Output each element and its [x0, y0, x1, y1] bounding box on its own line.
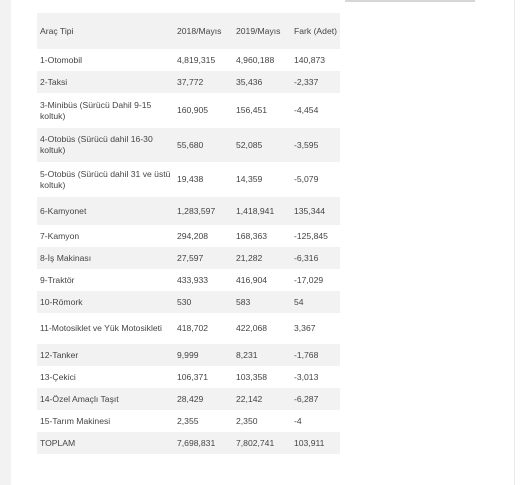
cell-difference: -5,079: [294, 174, 319, 184]
cell-difference: -2,337: [294, 76, 319, 87]
cell-2018: 4,819,315: [177, 54, 216, 65]
header-2018-may: 2018/Mayıs: [177, 25, 222, 36]
table-row: [37, 71, 340, 93]
cell-2019: 103,358: [236, 371, 268, 382]
cell-difference: -4,454: [294, 105, 319, 115]
cell-vehicle-type: 11-Motosiklet ve Yük Motosikleti: [40, 323, 162, 333]
table-row: [37, 197, 340, 225]
cell-2018: 9,999: [177, 349, 199, 360]
table-row: [37, 410, 340, 432]
table-row: [37, 162, 340, 197]
cell-difference: 3,367: [294, 323, 316, 333]
header-2019-may: 2019/Mayıs: [236, 25, 281, 36]
cell-vehicle-type: 14-Özel Amaçlı Taşıt: [40, 393, 119, 404]
cell-2019: 7,802,741: [236, 437, 275, 448]
right-divider: [514, 0, 515, 485]
header-vehicle-type: Araç Tipi: [40, 25, 74, 36]
cell-difference: 54: [294, 296, 304, 307]
cell-2018: 28,429: [177, 393, 204, 404]
cell-vehicle-type: 4-Otobüs (Sürücü dahil 16-30 koltuk): [40, 134, 153, 155]
cell-difference: -6,287: [294, 393, 319, 404]
cell-2019: 14,359: [236, 174, 263, 184]
cell-2018: 55,680: [177, 139, 204, 150]
cell-vehicle-type: 7-Kamyon: [40, 230, 80, 241]
cell-2019: 8,231: [236, 349, 258, 360]
cell-2019: 35,436: [236, 76, 263, 87]
table-row: [37, 291, 340, 313]
table-row: [37, 93, 340, 128]
cell-2018: 106,371: [177, 371, 209, 382]
table-row: [37, 49, 340, 71]
cell-vehicle-type: 5-Otobüs (Sürücü dahil 31 ve üstü koltuk): [40, 168, 171, 190]
cell-difference: 140,873: [294, 54, 326, 65]
cell-total-label: TOPLAM: [40, 437, 76, 448]
cell-2019: 21,282: [236, 252, 263, 263]
cell-vehicle-type: 15-Tarım Makinesi: [40, 415, 111, 426]
cell-2019: 422,068: [236, 323, 268, 333]
cell-2019: 1,418,941: [236, 205, 275, 216]
cell-2019: 4,960,188: [236, 54, 275, 65]
cell-2018: 7,698,831: [177, 437, 216, 448]
cell-2018: 418,702: [177, 323, 209, 333]
cell-difference: -1,768: [294, 349, 319, 360]
cell-vehicle-type: 13-Çekici: [40, 371, 76, 382]
header-difference: Fark (Adet): [294, 25, 337, 36]
cell-2018: 19,438: [177, 174, 204, 184]
cell-vehicle-type: 9-Traktör: [40, 274, 75, 285]
cell-2018: 27,597: [177, 252, 204, 263]
cell-difference: -125,845: [294, 230, 328, 241]
table-row: [37, 388, 340, 410]
table-row: [37, 344, 340, 366]
table-row: [37, 269, 340, 291]
top-divider: [345, 0, 475, 2]
table-row: [37, 225, 340, 247]
left-margin-strip: [0, 0, 11, 485]
table-row: [37, 313, 340, 344]
cell-2019: 416,904: [236, 274, 268, 285]
cell-2019: 52,085: [236, 139, 263, 150]
cell-difference: 103,911: [294, 437, 325, 448]
cell-difference: -3,013: [294, 371, 319, 382]
cell-2018: 2,355: [177, 415, 199, 426]
cell-difference: -6,316: [294, 252, 319, 263]
table-row: [37, 247, 340, 269]
cell-vehicle-type: 12-Tanker: [40, 349, 79, 360]
cell-vehicle-type: 8-İş Makinası: [40, 252, 92, 263]
cell-2019: 168,363: [236, 230, 268, 241]
cell-2018: 1,283,597: [177, 205, 216, 216]
table-row: [37, 366, 340, 388]
cell-vehicle-type: 1-Otomobil: [40, 54, 83, 65]
cell-difference: -3,595: [294, 139, 319, 150]
cell-vehicle-type: 10-Römork: [40, 296, 83, 307]
cell-difference: -4: [294, 415, 302, 426]
cell-2018: 433,933: [177, 274, 209, 285]
vehicle-count-table: [37, 13, 340, 454]
cell-vehicle-type: 6-Kamyonet: [40, 205, 87, 216]
cell-difference: -17,029: [294, 274, 324, 285]
cell-2019: 2,350: [236, 415, 258, 426]
cell-2019: 22,142: [236, 393, 263, 404]
table-header-row: [37, 13, 340, 49]
cell-2019: 583: [236, 296, 251, 307]
cell-2018: 37,772: [177, 76, 204, 87]
cell-2018: 160,905: [177, 105, 209, 115]
cell-vehicle-type: 2-Taksi: [40, 76, 68, 87]
cell-2018: 530: [177, 296, 192, 307]
table-total-row: [37, 432, 340, 454]
cell-difference: 135,344: [294, 205, 326, 216]
cell-2018: 294,208: [177, 230, 209, 241]
cell-vehicle-type: 3-Minibüs (Sürücü Dahil 9-15 koltuk): [40, 99, 152, 121]
cell-2019: 156,451: [236, 105, 268, 115]
table-row: [37, 128, 340, 162]
